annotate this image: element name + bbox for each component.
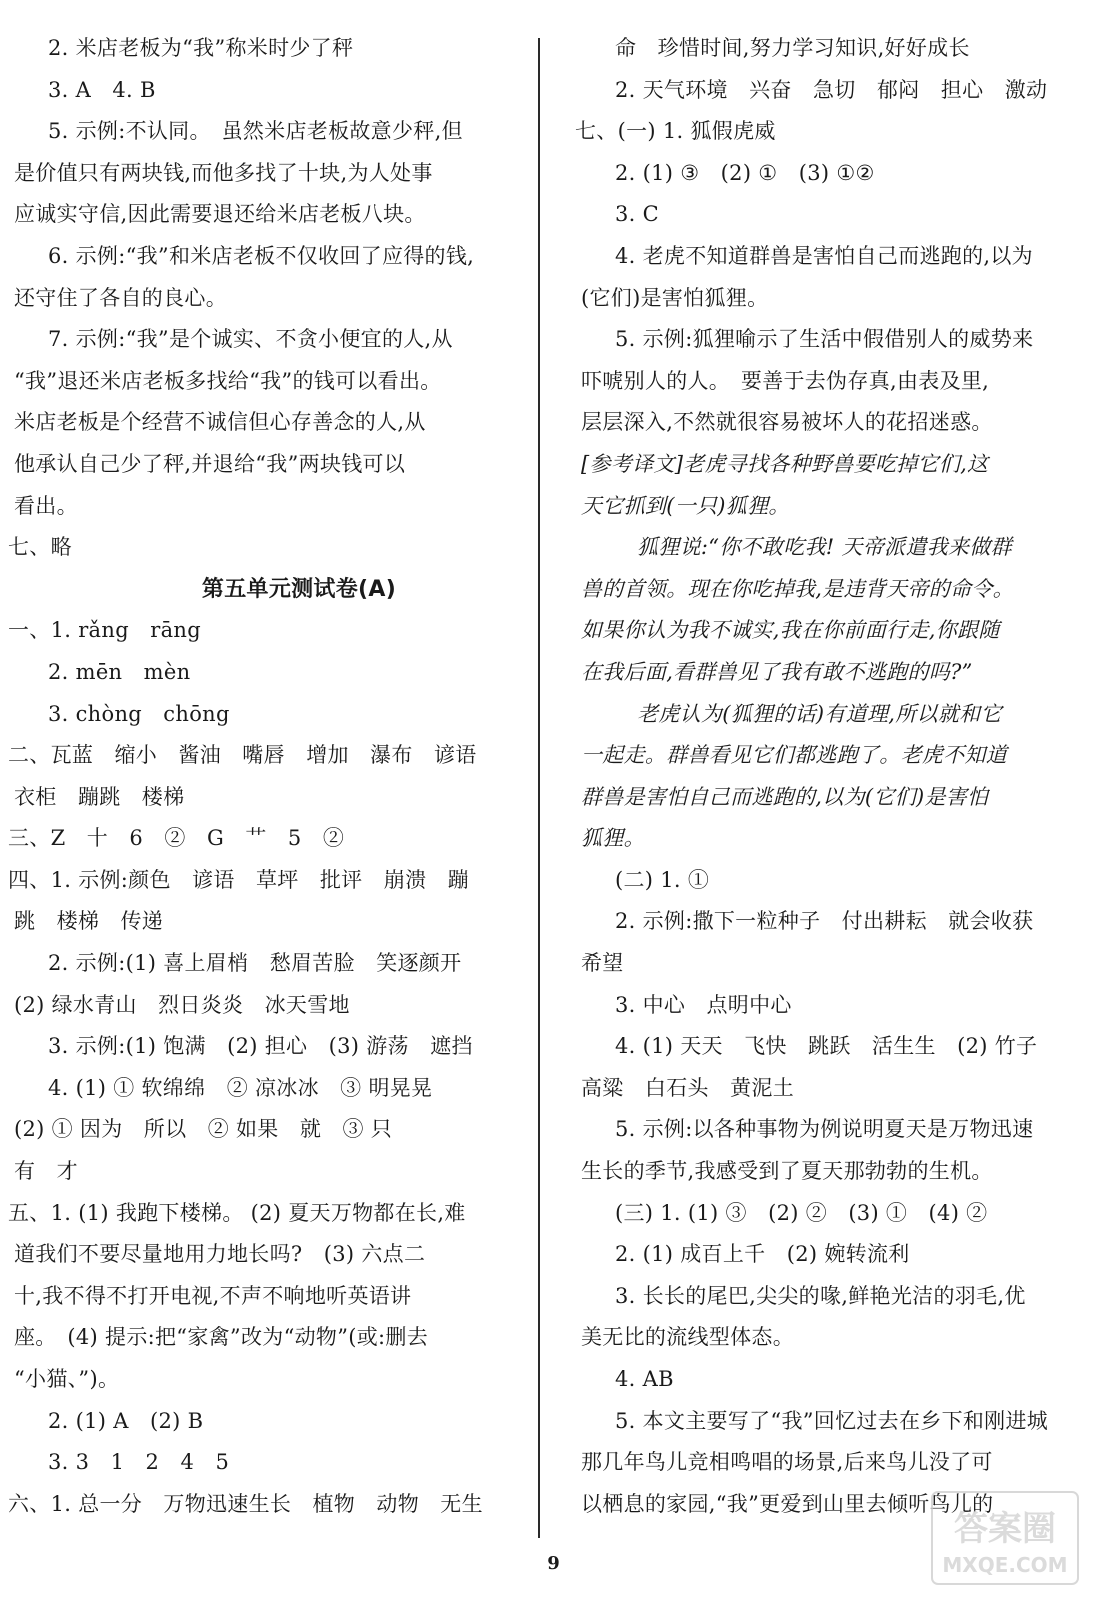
text-line: 2. 天气环境 兴奋 急切 郁闷 担心 激动 <box>615 77 1048 102</box>
left-column <box>8 28 520 1525</box>
column-divider <box>538 38 540 1538</box>
text-line: 5. 示例:不认同。 虽然米店老板故意少秤,但 <box>48 119 463 144</box>
text-line: 五、1. (1) 我跑下楼梯。 (2) 夏天万物都在长,难 <box>8 1200 466 1225</box>
text-line: 如果你认为我不诚实,我在你前面行走,你跟随 <box>581 618 1000 643</box>
text-line: 生长的季节,我感受到了夏天那勃勃的生机。 <box>581 1159 993 1184</box>
text-line: 3. 长长的尾巴,尖尖的喙,鲜艳光洁的羽毛,优 <box>615 1283 1026 1308</box>
watermark-text-cn: 答案圈 <box>954 1509 1056 1549</box>
text-line: 狐狸。 <box>581 826 645 851</box>
text-line: (二) 1. ① <box>615 867 710 892</box>
text-line: 2. (1) 成百上千 (2) 婉转流利 <box>615 1242 910 1267</box>
text-line: 十,我不得不打开电视,不声不响地听英语讲 <box>14 1283 412 1308</box>
text-line: 7. 示例:“我”是个诚实、不贪小便宜的人,从 <box>48 327 453 352</box>
watermark-text-en: MXQE.COM <box>942 1553 1068 1577</box>
text-line: 兽的首领。现在你吃掉我,是违背天帝的命令。 <box>581 576 1014 601</box>
text-line: 3. 示例:(1) 饱满 (2) 担心 (3) 游荡 遮挡 <box>48 1034 473 1059</box>
text-line: 2. 米店老板为“我”称米时少了秤 <box>48 36 354 60</box>
text-line: 2. 示例:撒下一粒种子 付出耕耘 就会收获 <box>615 909 1034 934</box>
text-line: 5. 示例:以各种事物为例说明夏天是万物迅速 <box>615 1117 1034 1142</box>
right-column <box>575 28 1070 1525</box>
text-line: 米店老板是个经营不诚信但心存善念的人,从 <box>14 410 426 435</box>
text-line: 2. (1) ③ (2) ① (3) ①② <box>615 160 875 185</box>
text-line: 2. mēn mèn <box>48 659 191 684</box>
text-line: 跳 楼梯 传递 <box>14 909 164 934</box>
section-heading: 第五单元测试卷(A) <box>201 576 397 602</box>
text-line: 2. (1) A (2) B <box>48 1408 204 1433</box>
text-line: “小猫、”)。 <box>14 1367 120 1391</box>
text-line: 6. 示例:“我”和米店老板不仅收回了应得的钱, <box>48 243 475 268</box>
text-line: 七、(一) 1. 狐假虎威 <box>575 119 776 144</box>
text-line: 命 珍惜时间,努力学习知识,好好成长 <box>615 36 970 60</box>
text-line: (它们)是害怕狐狸。 <box>581 285 769 310</box>
text-line: 5. 本文主要写了“我”回忆过去在乡下和刚进城 <box>615 1408 1049 1433</box>
text-line: “我”退还米店老板多找给“我”的钱可以看出。 <box>14 368 442 393</box>
text-line: 群兽是害怕自己而逃跑的,以为(它们)是害怕 <box>581 784 989 809</box>
text-line: 道我们不要尽量地用力地长吗? (3) 六点二 <box>14 1242 426 1267</box>
text-line: (2) 绿水青山 烈日炎炎 冰天雪地 <box>14 992 350 1017</box>
text-line: 美无比的流线型体态。 <box>581 1325 794 1350</box>
text-line: 希望 <box>581 951 624 976</box>
text-line: 那几年鸟儿竞相鸣唱的场景,后来鸟儿没了可 <box>581 1450 993 1475</box>
text-line: 是价值只有两块钱,而他多找了十块,为人处事 <box>14 160 433 185</box>
text-line: 二、瓦蓝 缩小 酱油 嘴唇 增加 瀑布 谚语 <box>8 743 477 768</box>
text-line: 2. 示例:(1) 喜上眉梢 愁眉苦脸 笑逐颜开 <box>48 951 462 976</box>
text-line: 层层深入,不然就很容易被坏人的花招迷惑。 <box>581 410 993 435</box>
text-line: 衣柜 蹦跳 楼梯 <box>14 784 185 809</box>
text-line: 有 才 <box>14 1159 78 1184</box>
text-line: 3. A 4. B <box>48 77 156 102</box>
text-line: 一、1. rǎng rāng <box>8 618 201 643</box>
text-line: 座。 (4) 提示:把“家禽”改为“动物”(或:删去 <box>14 1325 429 1350</box>
text-line: 吓唬别人的人。 要善于去伪存真,由表及里, <box>581 368 990 393</box>
text-line: (三) 1. (1) ③ (2) ② (3) ① (4) ② <box>615 1200 988 1225</box>
text-line: 六、1. 总一分 万物迅速生长 植物 动物 无生 <box>8 1491 483 1516</box>
text-line: 4. 老虎不知道群兽是害怕自己而逃跑的,以为 <box>615 243 1033 268</box>
text-line: 狐狸说:“你不敢吃我! 天帝派遣我来做群 <box>637 535 1012 560</box>
text-line: 应诚实守信,因此需要退还给米店老板八块。 <box>14 202 426 227</box>
text-line: 3. chòng chōng <box>48 701 230 726</box>
text-line: 高粱 白石头 黄泥土 <box>581 1075 794 1100</box>
text-line: 他承认自己少了秤,并退给“我”两块钱可以 <box>14 451 406 476</box>
watermark-logo <box>930 1488 1080 1588</box>
text-line: 四、1. 示例:颜色 谚语 草坪 批评 崩溃 蹦 <box>8 867 469 892</box>
text-line: 4. (1) ① 软绵绵 ② 凉冰冰 ③ 明晃晃 <box>48 1075 433 1100</box>
page-number: 9 <box>547 1553 560 1574</box>
text-line: 七、略 <box>8 535 72 560</box>
text-line: 还守住了各自的良心。 <box>14 285 227 310</box>
text-line: 5. 示例:狐狸喻示了生活中假借别人的威势来 <box>615 327 1034 352</box>
text-line: [参考译文]老虎寻找各种野兽要吃掉它们,这 <box>581 451 989 476</box>
text-line: 三、Z 十 6 ② G 艹 5 ② <box>8 826 345 851</box>
text-line: (2) ① 因为 所以 ② 如果 就 ③ 只 <box>14 1117 393 1142</box>
text-line: 3. 中心 点明中心 <box>615 992 792 1017</box>
text-line: 4. (1) 天天 飞快 跳跃 活生生 (2) 竹子 <box>615 1034 1038 1059</box>
text-line: 在我后面,看群兽见了我有敢不逃跑的吗?” <box>581 659 973 684</box>
text-line: 看出。 <box>14 493 78 518</box>
text-line: 天它抓到(一只)狐狸。 <box>581 493 790 518</box>
text-line: 4. AB <box>615 1367 674 1391</box>
text-line: 3. C <box>615 202 659 227</box>
text-line: 老虎认为(狐狸的话)有道理,所以就和它 <box>637 701 1002 726</box>
text-line: 以栖息的家园,“我”更爱到山里去倾听鸟儿的 <box>581 1491 994 1516</box>
text-line: 一起走。群兽看见它们都逃跑了。老虎不知道 <box>581 743 1007 768</box>
text-line: 3. 3 1 2 4 5 <box>48 1450 230 1475</box>
